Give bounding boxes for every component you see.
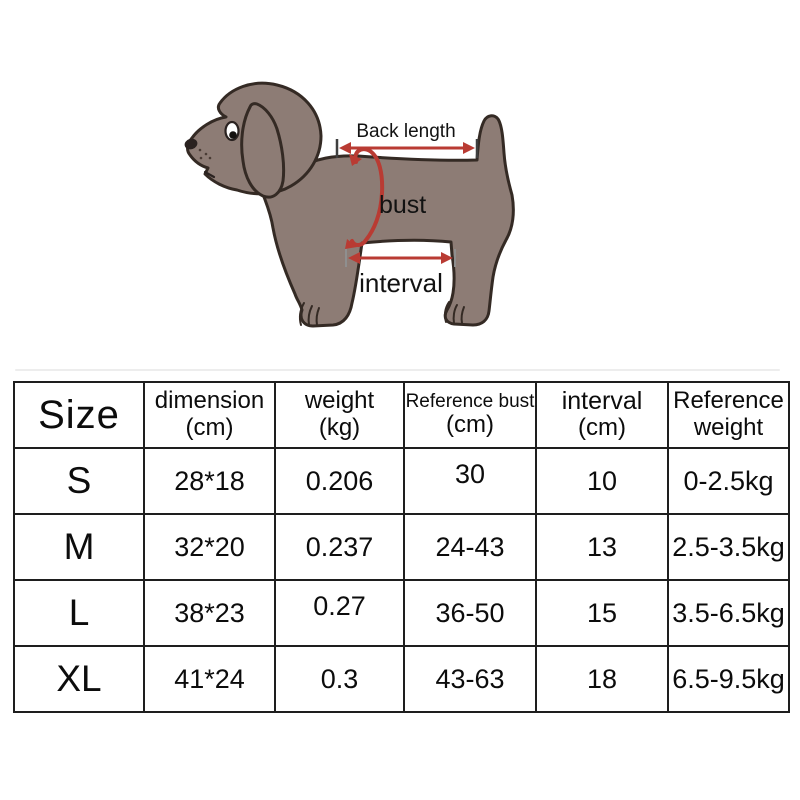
size-value: XL bbox=[56, 658, 102, 699]
size-value: L bbox=[68, 592, 90, 633]
size-value: S bbox=[66, 460, 92, 501]
reference-weight-value: 3.5-6.5kg bbox=[672, 597, 785, 628]
cell-reference-weight bbox=[668, 514, 789, 580]
weight-value: 0.27 bbox=[313, 590, 366, 621]
cell-size bbox=[14, 580, 144, 646]
interval-value: 10 bbox=[586, 465, 618, 496]
interval-arrow bbox=[346, 249, 455, 267]
header-reference-bust-label: Reference bust bbox=[405, 390, 535, 412]
dimension-value: 38*23 bbox=[174, 597, 245, 628]
cell-reference-weight bbox=[668, 580, 789, 646]
reference-bust-value: 36-50 bbox=[435, 597, 505, 628]
reference-bust-value: 30 bbox=[454, 458, 486, 489]
header-size-label: Size bbox=[38, 392, 120, 437]
cell-weight bbox=[275, 514, 404, 580]
interval-value: 13 bbox=[586, 531, 618, 562]
weight-value: 0.237 bbox=[305, 531, 374, 562]
table-row-l bbox=[14, 580, 789, 646]
reference-weight-value: 6.5-9.5kg bbox=[672, 663, 785, 694]
interval-label: interval bbox=[359, 268, 443, 298]
header-cell-reference-weight bbox=[668, 382, 789, 448]
bust-label: bust bbox=[379, 191, 427, 219]
table-row-m bbox=[14, 514, 789, 580]
header-dimension-label: dimension bbox=[154, 387, 265, 415]
cell-dimension bbox=[144, 514, 275, 580]
cell-size bbox=[14, 448, 144, 514]
header-reference-bust-unit: (cm) bbox=[446, 411, 494, 439]
header-cell-reference-bust bbox=[404, 382, 536, 448]
cell-reference-weight bbox=[668, 646, 789, 712]
cell-size bbox=[14, 514, 144, 580]
header-interval-unit: (cm) bbox=[578, 414, 626, 442]
cell-interval bbox=[536, 646, 668, 712]
dog-body-shape bbox=[188, 83, 514, 326]
cell-weight bbox=[275, 580, 404, 646]
cell-dimension bbox=[144, 646, 275, 712]
cell-dimension bbox=[144, 448, 275, 514]
header-reference-weight-line1: Reference bbox=[673, 387, 784, 415]
dog-measurement-diagram bbox=[0, 0, 800, 378]
cell-weight bbox=[275, 448, 404, 514]
divider-artifact bbox=[15, 369, 780, 371]
back-length-label: Back length bbox=[356, 121, 456, 142]
weight-value: 0.206 bbox=[305, 465, 374, 496]
cell-interval bbox=[536, 580, 668, 646]
dimension-value: 32*20 bbox=[174, 531, 245, 562]
cell-size bbox=[14, 646, 144, 712]
weight-value: 0.3 bbox=[320, 663, 359, 694]
table-row-xl bbox=[14, 646, 789, 712]
size-value: M bbox=[63, 526, 95, 567]
header-cell-dimension bbox=[144, 382, 275, 448]
reference-bust-value: 24-43 bbox=[435, 531, 505, 562]
dimension-value: 41*24 bbox=[174, 663, 245, 694]
header-row bbox=[14, 382, 789, 448]
header-dimension-unit: (cm) bbox=[185, 414, 234, 441]
cell-reference-bust bbox=[404, 514, 536, 580]
cell-interval bbox=[536, 448, 668, 514]
header-cell-interval bbox=[536, 382, 668, 448]
header-cell-weight bbox=[275, 382, 404, 448]
cell-reference-bust bbox=[404, 448, 536, 514]
reference-bust-value: 43-63 bbox=[435, 663, 505, 694]
cell-reference-bust bbox=[404, 646, 536, 712]
header-cell-size bbox=[14, 382, 144, 448]
cell-reference-bust bbox=[404, 580, 536, 646]
interval-value: 15 bbox=[586, 597, 618, 628]
header-reference-weight-line2: weight bbox=[693, 414, 764, 441]
table-row-s bbox=[14, 448, 789, 514]
header-weight-label: weight bbox=[304, 387, 375, 415]
reference-weight-value: 2.5-3.5kg bbox=[672, 531, 785, 562]
header-interval-label: interval bbox=[561, 386, 643, 415]
dimension-value: 28*18 bbox=[174, 465, 245, 496]
reference-weight-value: 0-2.5kg bbox=[683, 465, 774, 496]
dog-pupil bbox=[229, 131, 237, 139]
header-weight-unit: (kg) bbox=[318, 414, 361, 441]
cell-interval bbox=[536, 514, 668, 580]
interval-value: 18 bbox=[586, 663, 618, 694]
cell-dimension bbox=[144, 580, 275, 646]
size-table bbox=[13, 381, 790, 713]
cell-weight bbox=[275, 646, 404, 712]
cell-reference-weight bbox=[668, 448, 789, 514]
